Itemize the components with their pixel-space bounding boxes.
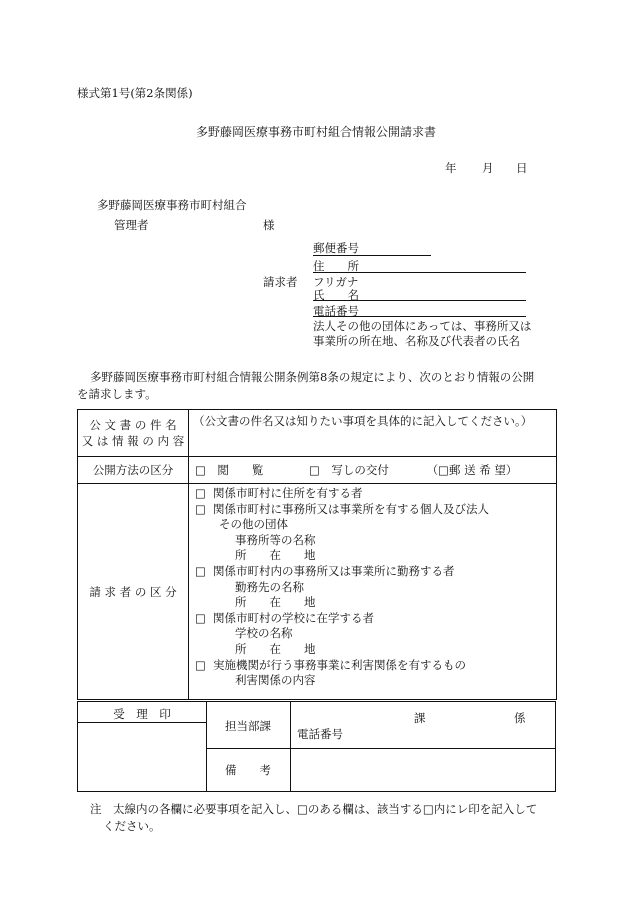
addressee-org: 多野藤岡医療事務市町村組合 bbox=[97, 198, 247, 212]
category-text: 関係市町村に住所を有する者 bbox=[213, 486, 363, 500]
postal-field[interactable] bbox=[313, 255, 431, 256]
note-line-1: 注 太線内の各欄に必要事項を記入し、□のある欄は、該当する□内にレ印を記入して bbox=[90, 802, 538, 816]
method-mail-checkbox[interactable]: （□郵 送 希 望） bbox=[426, 463, 518, 477]
intro-line-1: 多野藤岡医療事務市町村組合情報公開条例第8条の規定により、次のとおり情報の公開 bbox=[90, 370, 535, 384]
address-label: 住 所 bbox=[313, 259, 359, 273]
method-view-checkbox[interactable]: □ 閲 覧 bbox=[195, 463, 264, 477]
workplace-name-label: 勤務先の名称 bbox=[235, 579, 304, 594]
name-label: 氏 名 bbox=[313, 288, 359, 302]
doc-label-cell bbox=[78, 410, 189, 457]
phone-label: 電話番号 bbox=[313, 304, 359, 318]
category-item-interested[interactable] bbox=[195, 658, 556, 674]
office-phone-label: 電話番号 bbox=[297, 727, 343, 741]
date-day: 日 bbox=[516, 161, 528, 175]
remarks-field[interactable] bbox=[291, 749, 555, 791]
postal-label: 郵便番号 bbox=[313, 241, 359, 255]
category-text: 関係市町村に事務所又は事業所を有する個人及び法人 bbox=[213, 501, 489, 516]
checkbox[interactable]: □ bbox=[195, 501, 206, 516]
receipt-stamp-field[interactable] bbox=[79, 724, 205, 790]
name-field[interactable] bbox=[313, 300, 526, 301]
method-label: 公開方法の区分 bbox=[78, 457, 189, 484]
kakari-label: 係 bbox=[514, 711, 526, 725]
doc-label-2: 又 は 情 報 の 内 容 bbox=[81, 434, 185, 448]
form-number: 様式第1号(第2条関係) bbox=[77, 86, 193, 100]
ka-label: 課 bbox=[414, 711, 426, 725]
checkbox[interactable]: □ bbox=[195, 610, 206, 625]
category-item-student[interactable] bbox=[195, 611, 556, 627]
category-text: 関係市町村内の事務所又は事業所に勤務する者 bbox=[213, 563, 455, 578]
method-copy-checkbox[interactable]: □ 写しの交付 bbox=[309, 463, 389, 477]
doc-content-field[interactable] bbox=[189, 410, 557, 457]
page-title: 多野藤岡医療事務市町村組合情報公開請求書 bbox=[196, 125, 437, 139]
corp-note-1: 法人その他の団体にあっては、事務所又は bbox=[313, 319, 532, 333]
method-row bbox=[78, 457, 557, 484]
category-sub-text: その他の団体 bbox=[219, 517, 288, 532]
category-cell bbox=[189, 484, 557, 700]
request-table bbox=[77, 409, 557, 700]
category-label: 請 求 者 の 区 分 bbox=[78, 484, 189, 700]
category-item-residence[interactable] bbox=[195, 486, 556, 502]
checkbox[interactable]: □ bbox=[195, 486, 206, 500]
school-location-label: 所 在 地 bbox=[235, 641, 316, 656]
doc-hint: （公文書の件名又は知りたい事項を具体的に記入してください。） bbox=[193, 414, 533, 428]
category-row bbox=[78, 484, 557, 700]
school-name-label: 学校の名称 bbox=[235, 626, 293, 641]
receipt-stamp-label: 受 理 印 bbox=[113, 707, 171, 721]
phone-field[interactable] bbox=[313, 316, 526, 317]
intro-line-2: を請求します。 bbox=[77, 387, 157, 401]
checkbox[interactable]: □ bbox=[195, 657, 206, 672]
date-year: 年 bbox=[445, 161, 457, 175]
addressee-honorific: 様 bbox=[263, 218, 275, 232]
doc-row bbox=[78, 410, 557, 457]
requester-label: 請求者 bbox=[263, 275, 298, 289]
furigana-label: フリガナ bbox=[313, 275, 359, 289]
category-text: 実施機関が行う事務事業に利害関係を有するもの bbox=[213, 657, 466, 672]
office-name-label: 事務所等の名称 bbox=[235, 532, 316, 547]
method-cell bbox=[189, 457, 557, 484]
divider bbox=[78, 722, 206, 723]
doc-label-1: 公 文 書 の 件 名 bbox=[89, 418, 177, 432]
addressee-role: 管理者 bbox=[114, 218, 149, 232]
office-use-section bbox=[77, 701, 556, 792]
interest-detail-label: 利害関係の内容 bbox=[235, 673, 316, 688]
workplace-location-label: 所 在 地 bbox=[235, 595, 316, 610]
address-field[interactable] bbox=[313, 272, 526, 273]
category-item-business[interactable] bbox=[195, 502, 556, 518]
category-text: 関係市町村の学校に在学する者 bbox=[213, 610, 374, 625]
remarks-label: 備 考 bbox=[225, 763, 271, 777]
category-item-employee[interactable] bbox=[195, 564, 556, 580]
corp-note-2: 事業所の所在地、名称及び代表者の氏名 bbox=[313, 334, 520, 348]
date-month: 月 bbox=[482, 161, 494, 175]
office-location-label: 所 在 地 bbox=[235, 548, 316, 563]
note-line-2: ください。 bbox=[103, 819, 161, 833]
dept-label: 担当部課 bbox=[225, 719, 271, 733]
checkbox[interactable]: □ bbox=[195, 563, 206, 578]
